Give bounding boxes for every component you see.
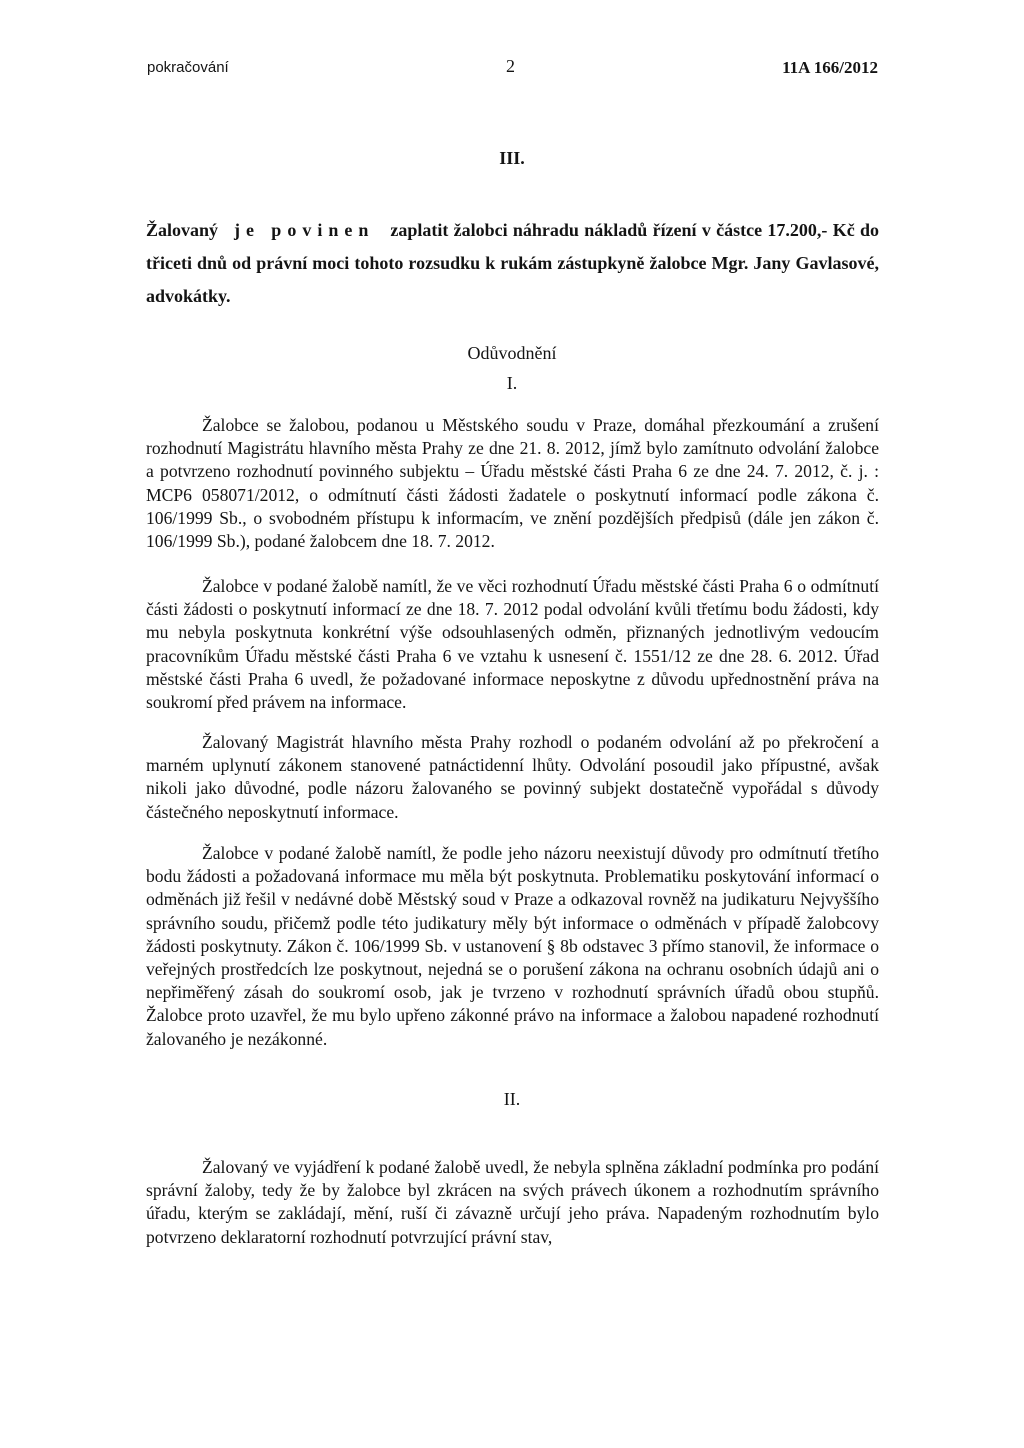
verdict-text: zaplatit žalobci náhradu nákladů řízení v částce 17.200,- Kč do třiceti dnů od právní moci tohoto rozsudku k rukám zástupkyně žalobce Mgr. Jany Gavlasové, advokátky. xyxy=(146,220,880,306)
section-i-heading: I. xyxy=(506,373,518,393)
case-number: 11A 166/2012 xyxy=(782,58,878,77)
verdict-lead: Žalovaný xyxy=(146,220,219,240)
reasoning-heading: Odůvodnění xyxy=(467,343,557,363)
section-ii-heading: II. xyxy=(503,1089,521,1109)
paragraph: Žalobce se žalobou, podanou u Městského soudu v Praze, domáhal přezkoumání a zrušení rozhodnutí Magistrátu hlavního města Prahy ze dne 21. 8. 2012, jímž bylo zamítnuto odvolání žalobce a potvrzeno rozhodnutí povinného subjektu – Úřadu městské části Praha 6 ze dne 24. 7. 2012, č. j. : MCP6 058071/2012, o odmítnutí části žádosti žadatele o poskytnutí informací podle zákona č. 106/1999 Sb., o svobodném přístupu k informacím, ve znění pozdějších předpisů (dále jen zákon č. 106/1999 Sb.), podané žalobcem dne 18. 7. 2012. xyxy=(146,415,879,552)
verdict-spaced: je povinen xyxy=(234,220,375,240)
paragraph: Žalovaný ve vyjádření k podané žalobě uvedl, že nebyla splněna základní podmínka pro podání správní žaloby, tedy že by žalobce byl zkrácen na svých právech úkonem a rozhodnutím správního úřadu, kterým se zakládají, mění, ruší či závazně určují jeho práva. Napadeným rozhodnutím bylo potvrzeno deklaratorní rozhodnutí potvrzující právní stav, xyxy=(146,1157,879,1247)
verdict-paragraph xyxy=(146,214,879,313)
page-number: 2 xyxy=(506,56,515,76)
continuation-label: pokračování xyxy=(147,59,229,76)
paragraph: Žalovaný Magistrát hlavního města Prahy rozhodl o podaném odvolání až po překročení a marném uplynutí zákonem stanovené patnáctidenní lhůty. Odvolání posoudil jako přípustné, avšak nikoli jako důvodné, podle názoru žalovaného se povinný subjekt dostatečně vypořádal s důvody částečného neposkytnutí informace. xyxy=(146,732,879,822)
paragraph: Žalobce v podané žalobě namítl, že podle jeho názoru neexistují důvody pro odmítnutí třetího bodu žádosti a požadovaná informace mu měla být poskytnuta. Problematiku poskytování informací o odměnách již řešil v nedávné době Městský soud v Praze a odkazoval rovněž na judikaturu Nejvyššího správního soudu, přičemž podle této judikatury měly být informace o odměnách v případě žalobcovy žádosti poskytnuty. Zákon č. 106/1999 Sb. v ustanovení § 8b odstavec 3 přímo stanovil, že informace o veřejných prostředcích lze poskytnout, nejedná se o porušení zákona na ochranu osobních údajů ani o nepřiměřený zásah do soukromí osob, jak je tvrzeno v rozhodnutí správních úřadů obou stupňů. Žalobce proto uzavřel, že mu bylo upřeno zákonné právo na informace a žalobou napadené rozhodnutí žalovaného je nezákonné. xyxy=(146,843,879,1049)
section-iii-heading: III. xyxy=(499,148,525,168)
paragraph: Žalobce v podané žalobě namítl, že ve věci rozhodnutí Úřadu městské části Praha 6 o odmítnutí části žádosti o poskytnutí informací ze dne 18. 7. 2012 podal odvolání kvůli třetímu bodu žádosti, kdy mu nebyla poskytnuta konkrétní výše odsouhlasených odměn, přiznaných jednotlivým vedoucím pracovníkům Úřadu městské části Praha 6 ve vztahu k usnesení č. 1551/12 ze dne 28. 6. 2012. Úřad městské části Praha 6 uvedl, že požadované informace neposkytne z důvodu upřednostnění práva na soukromí před právem na informace. xyxy=(146,576,879,713)
